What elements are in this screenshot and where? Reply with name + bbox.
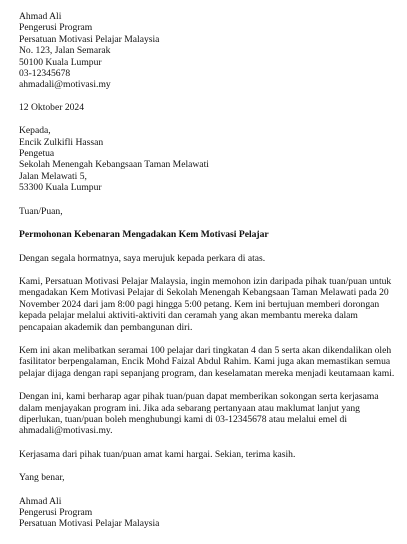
sender-block: [19, 11, 397, 91]
recipient-address-line1: Jalan Melawati 5,: [19, 170, 87, 182]
sender-name: Ahmad Ali: [19, 11, 62, 22]
sender-address-line2: 50100 Kuala Lumpur: [19, 56, 102, 68]
recipient-name: Encik Zulkifli Hassan: [19, 136, 104, 148]
recipient-position: Pengetua: [19, 148, 55, 160]
valediction: Yang benar,: [19, 472, 65, 484]
sender-address-line1: No. 123, Jalan Semarak: [19, 45, 111, 57]
recipient-label: Kepada,: [19, 125, 51, 137]
signature-block: [19, 496, 397, 530]
recipient-block: [19, 125, 397, 193]
paragraph-thanks: Kerjasama dari pihak tuan/puan amat kami hargai. Sekian, terima kasih.: [19, 448, 296, 460]
signatory-position: Pengerusi Program: [19, 507, 93, 518]
signatory-name: Ahmad Ali: [19, 495, 62, 507]
sender-organization: Persatuan Motivasi Pelajar Malaysia: [19, 33, 160, 45]
recipient-address-line2: 53300 Kuala Lumpur: [19, 182, 102, 194]
paragraph-intro: Dengan segala hormatnya, saya merujuk kepada perkara di atas.: [19, 252, 266, 264]
paragraph-contact: Dengan ini, kami berharap agar pihak tuan/puan dapat memberikan sokongan serta kerjasama dalam menjayakan program ini. Jika ada sebarang pertanyaan atau maklumat lanjut yang diperlukan, tuan/puan boleh menghubungi kami di 03-12345678 atau melalui emel di ahmadali@motivasi.my.: [19, 391, 379, 437]
sender-email: ahmadali@motivasi.my: [19, 79, 111, 91]
paragraph-request: Kami, Persatuan Motivasi Pelajar Malaysia, ingin memohon izin daripada pihak tuan/puan untuk mengadakan Kem Motivasi Pelajar di Sekolah Menengah Kebangsaan Taman Melawati pada 20 November 2024 dari jam 8:00 pagi hingga 5:00 petang. Kem ini bertujuan memberi dorongan kepada pelajar melalui aktiviti-aktiviti dan ceramah yang akan membantu mereka dalam pencapaian akademik dan pembangunan diri.: [19, 275, 392, 333]
letter-date: 12 Oktober 2024: [19, 101, 85, 113]
letter: [19, 11, 397, 530]
sender-position: Pengerusi Program: [19, 22, 93, 34]
subject-line: Permohonan Kebenaran Mengadakan Kem Motivasi Pelajar: [19, 229, 269, 241]
sender-phone: 03-12345678: [19, 68, 71, 80]
recipient-school: Sekolah Menengah Kebangsaan Taman Melawati: [19, 159, 209, 171]
paragraph-details: Kem ini akan melibatkan seramai 100 pelajar dari tingkatan 4 dan 5 serta akan dikendalikan oleh fasilitator berpengalaman, Encik Mohd Faizal Abdul Rahim. Kami juga akan memastikan semua pelajar dijaga dengan rapi sepanjang program, dan keselamatan mereka menjadi keutamaan kami.: [19, 344, 395, 379]
signatory-organization: Persatuan Motivasi Pelajar Malaysia: [19, 518, 160, 530]
greeting: Tuan/Puan,: [19, 205, 63, 217]
